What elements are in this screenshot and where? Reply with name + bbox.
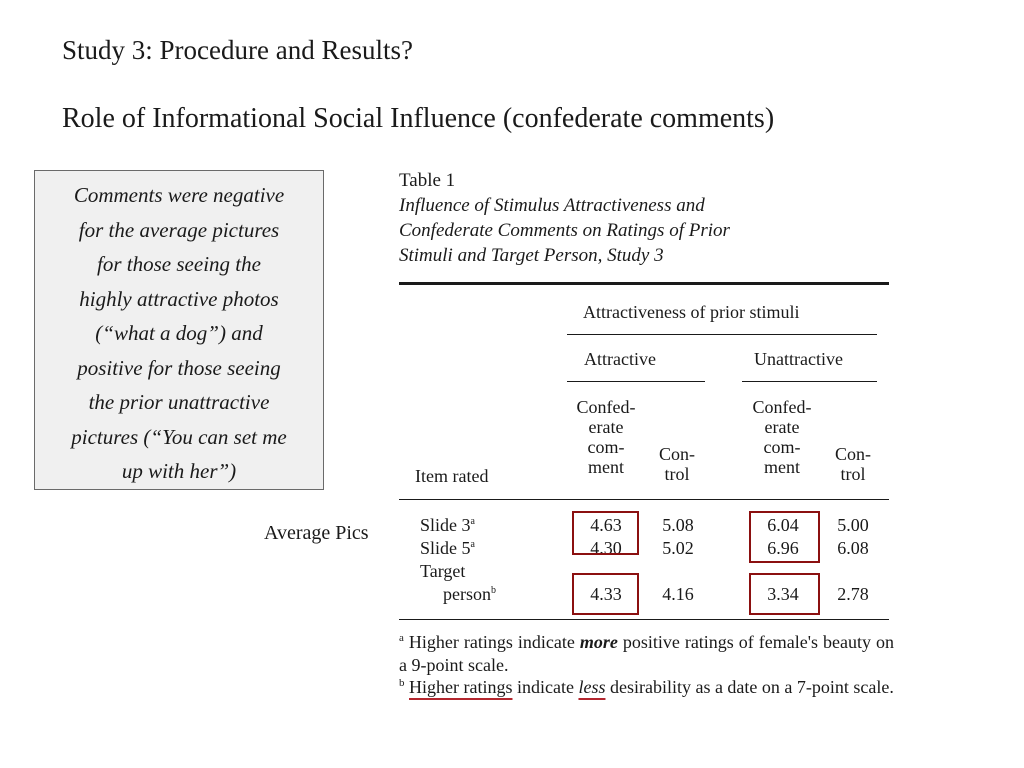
callout-line: positive for those seeing (77, 355, 281, 380)
group-rule-unattractive (742, 381, 877, 382)
callout-line: the prior unattractive (88, 390, 270, 414)
table-cell: 4.63 (590, 515, 622, 535)
table-cell: 4.16 (662, 584, 694, 604)
group-rule-attractive (567, 381, 705, 382)
slide-subtitle: Role of Informational Social Influence (confederate comments) (62, 103, 775, 134)
table-number: Table 1 (399, 170, 456, 191)
table-note-b: $^b$ Higher ratings indicate less desirability as a date on a 7-point scale. (399, 677, 894, 697)
col-header-control-unattractive: Con- trol (835, 444, 871, 484)
table-cell: 3.34 (767, 584, 799, 604)
table-cell: 4.33 (590, 584, 622, 604)
col-header-confederate-unattractive: Confed- erate com- ment (752, 397, 812, 477)
row-label-slide5: Slide 5$^a$ (420, 538, 475, 558)
table-bottom-rule (399, 619, 889, 620)
group-header-attractive: Attractive (584, 349, 656, 369)
table-cell: 5.02 (662, 538, 694, 558)
callout-line: up with her”) (121, 459, 237, 483)
table-caption (399, 168, 889, 268)
table-cell: 2.78 (837, 584, 869, 604)
callout-line: for the average pictures (78, 217, 280, 242)
table-cell: 4.30 (590, 538, 622, 558)
table-cell: 6.96 (767, 538, 799, 558)
group-header-unattractive: Unattractive (754, 349, 843, 369)
callout-line: Comments were negative (73, 183, 285, 207)
table-title-line: Influence of Stimulus Attractiveness and (399, 195, 705, 216)
table-cell: 6.08 (837, 538, 869, 558)
row-label-person: person$^b$ (443, 584, 496, 604)
callout-line: highly attractive photos (79, 286, 279, 311)
row-label-slide3: Slide 3$^a$ (420, 515, 475, 535)
table-title-line: Stimuli and Target Person, Study 3 (399, 245, 664, 266)
item-rated-header: Item rated (415, 466, 489, 486)
callout-line: for those seeing the (97, 252, 261, 276)
average-pics-label: Average Pics (264, 522, 369, 544)
highlight-box-attractive-slides (572, 511, 639, 555)
spanner-header: Attractiveness of prior stimuli (583, 302, 800, 322)
callout-box (34, 170, 324, 490)
slide-title: Study 3: Procedure and Results? (62, 35, 413, 65)
callout-line: (“what a dog”) and (95, 321, 263, 345)
highlight-box-attractive-target (572, 573, 639, 615)
spanner-rule (567, 334, 877, 335)
highlight-box-unattractive-slides (749, 511, 820, 563)
row-label-target: Target (420, 561, 466, 581)
highlight-box-unattractive-target (749, 573, 820, 615)
header-bottom-rule (399, 499, 889, 500)
table-note-a: $^a$ Higher ratings indicate more positive ratings of female's beauty on a 9-point scale. (399, 632, 894, 675)
callout-line: pictures (“You can set me (71, 424, 287, 449)
col-header-confederate-attractive: Confed- erate com- ment (576, 397, 636, 477)
table-cell: 5.00 (837, 515, 869, 535)
table-cell: 5.08 (662, 515, 694, 535)
table-cell: 6.04 (767, 515, 799, 535)
table-notes (399, 631, 894, 699)
table-title-line: Confederate Comments on Ratings of Prior (399, 220, 730, 241)
col-header-control-attractive: Con- trol (659, 444, 695, 484)
table-top-rule (399, 282, 889, 285)
